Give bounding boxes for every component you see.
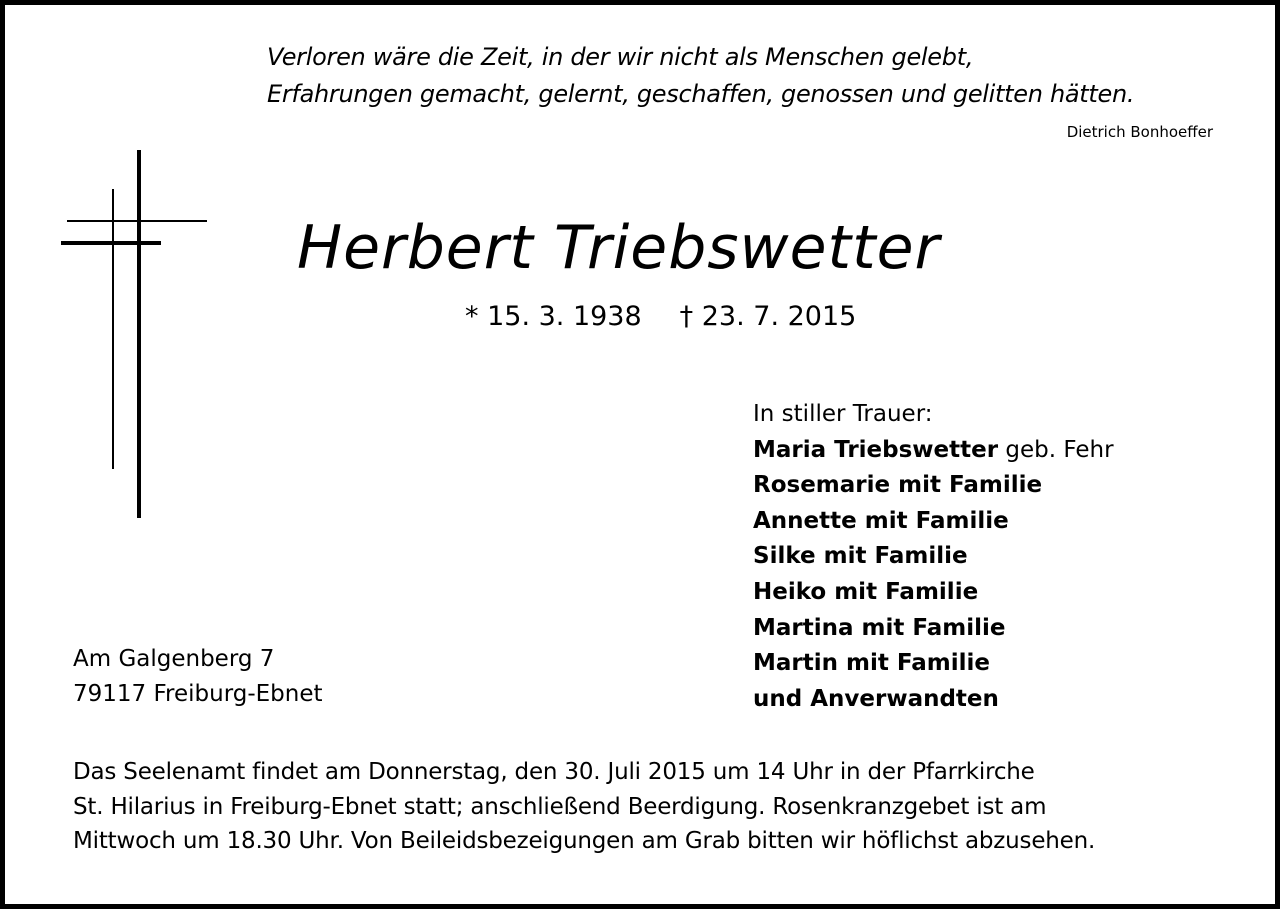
notice-line-3: Mittwoch um 18.30 Uhr. Von Beileidsbezeigungen am Grab bitten wir höflichst abzusehen.	[73, 828, 1096, 854]
quote-line-1: Verloren wäre die Zeit, in der wir nicht als Menschen gelebt,	[267, 43, 974, 71]
mourner-item: Heiko mit Familie	[753, 578, 979, 605]
family-address	[73, 642, 323, 712]
service-notice	[73, 755, 1095, 859]
mourners-intro: In stiller Trauer:	[753, 401, 933, 427]
notice-line-1: Das Seelenamt findet am Donnerstag, den 30. Juli 2015 um 14 Uhr in der Pfarrkirche	[73, 759, 1035, 785]
mourner-item: Annette mit Familie	[753, 507, 1009, 534]
quote	[267, 39, 1134, 113]
life-dates	[465, 301, 856, 332]
spouse-maiden-name: geb. Fehr	[998, 436, 1114, 463]
address-city: 79117 Freiburg-Ebnet	[73, 681, 323, 707]
spouse-name: Maria Triebswetter	[753, 436, 999, 463]
mourner-item: Martina mit Familie	[753, 614, 1006, 641]
quote-line-2: Erfahrungen gemacht, gelernt, geschaffen, genossen und gelitten hätten.	[267, 80, 1135, 108]
mourner-item: und Anverwandten	[753, 685, 999, 712]
mourner-item: Rosemarie mit Familie	[753, 472, 1043, 499]
notice-line-2: St. Hilarius in Freiburg-Ebnet statt; anschließend Beerdigung. Rosenkranzgebet ist am	[73, 793, 1047, 820]
cross-icon	[57, 145, 217, 525]
death-date: † 23. 7. 2015	[679, 301, 857, 332]
mourner-spouse	[753, 433, 1114, 469]
birth-date: * 15. 3. 1938	[465, 301, 642, 332]
mourner-item: Martin mit Familie	[753, 650, 990, 677]
mourners-list	[753, 397, 1114, 717]
quote-author: Dietrich Bonhoeffer	[1066, 123, 1213, 141]
mourner-item: Silke mit Familie	[753, 543, 968, 570]
address-street: Am Galgenberg 7	[73, 646, 275, 672]
deceased-name: Herbert Triebswetter	[297, 213, 941, 283]
